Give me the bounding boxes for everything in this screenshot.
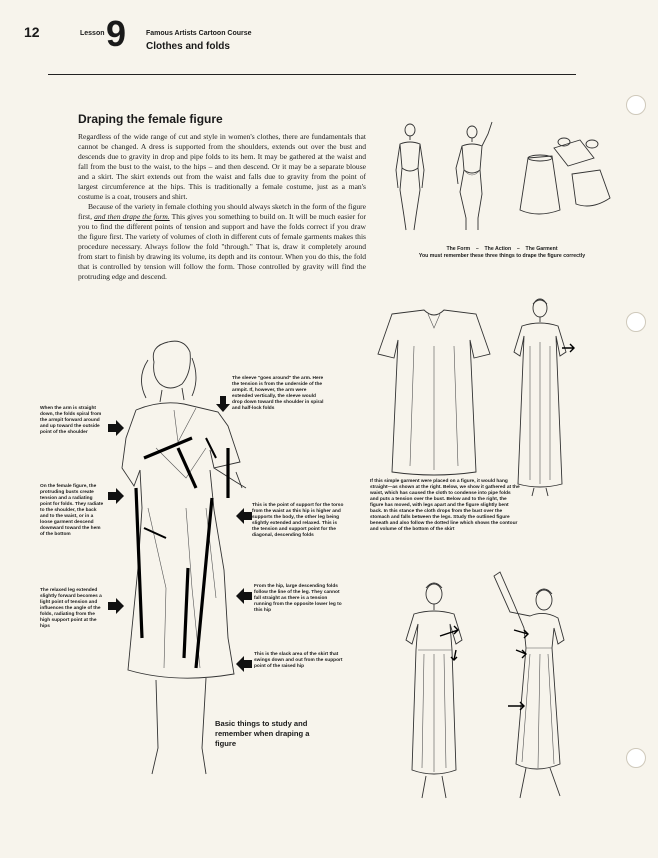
flat-garment-illustration (378, 306, 498, 478)
section-heading: Draping the female figure (78, 112, 223, 126)
form-action-garment-illustration (380, 118, 640, 250)
basic-things-caption: Basic things to study and remember when draping a figure (215, 719, 310, 748)
paragraph-2: Because of the variety in female clothing you should always sketch in the form of the figure first, and then drape the form. This gives you something to build on. It will be much easier for you to find the different points of tension and support and have the folds correct if you draw the figure first. The variety of volumes of cloth in different cuts of female garments makes this procedure necessary. Always follow the fold "through." That is, draw it completely around from start to finish by drawing its volume, its depth and its contour. When you do this, the fold that is controlled by tension will follow the form. Those controlled by gravity will find the protruding edge and descend. (78, 202, 366, 281)
moving-figure-in-dress (490, 568, 572, 808)
gathered-dress-figure (396, 580, 472, 806)
page-number: 12 (24, 24, 40, 40)
course-title: Famous Artists Cartoon Course (146, 30, 252, 37)
lesson-subtitle: Clothes and folds (146, 41, 230, 52)
right-arrows (210, 396, 254, 686)
left-arrows (106, 418, 126, 618)
note-support: This is the point of support for the torso from the waist as this hip is higher and supports the body, the other leg being slightly extended and relaxed. This is the tension and support point for the diagonal, descending folds (252, 503, 344, 538)
top-caption-line1: The Form – The Action – The Garment (446, 246, 558, 252)
body-text (78, 132, 366, 282)
garment-pieces (520, 138, 610, 214)
note-hip: From the hip, large descending folds follow the line of the leg. They cannot fall straight as there is a tension running from the opposite lower leg to this hip (254, 584, 342, 613)
binder-hole-middle (626, 312, 646, 332)
action-figure (456, 122, 492, 230)
binder-hole-bottom (626, 748, 646, 768)
lesson-label: Lesson (80, 30, 105, 37)
note-arm-down: When the arm is straight down, the folds spiral from the armpit forward around and up toward the outside point of the shoulder (40, 406, 102, 435)
binder-hole-top (626, 95, 646, 115)
lesson-number: 9 (106, 13, 127, 54)
note-leg: The relaxed leg extended slightly forward becomes a light point of tension and influences the angle of the folds, radiating from the high support point at the hips (40, 588, 102, 629)
note-sleeve: The sleeve "goes around" the arm. Here the tension is from the underside of the armpit. If, however, the arm were extended vertically, the sleeve would drop down toward the shoulder in spiral and half-lock folds (232, 376, 324, 411)
header-rule (48, 74, 576, 75)
hanging-dress-figure (500, 296, 580, 500)
emphasis: and then drape the form. (94, 212, 170, 221)
note-slack: This is the slack area of the skirt that swings down and out from the support point of the raised hip (254, 652, 343, 669)
top-caption-line2: You must remember these three things to drape the figure correctly (418, 253, 586, 259)
paragraph-1: Regardless of the wide range of cut and style in women's clothes, there are fundamentals that cannot be changed. A dress is supported from the shoulders, extends out over the bust and descends due to gravity in drop and pipe folds to its hem. It may be gathered at the waist and fall from the bust to the waist, to the hips – and then descend. Or it may be a separate blouse and a skirt. The skirt extends out from the waist and falls due to gravity from the point of largest circumference at the hips. This is traditionally a female costume, just as a man's costume is a coat, trousers and shirt. (78, 132, 366, 201)
note-busts: On the female figure, the protruding busts create tension and a radiating point for folds. They radiate to the shoulder, the back and to the waist, or in a loose garment descend downward toward the hem of the bottom (40, 484, 104, 537)
note-garment: If this simple garment were placed on a figure, it would hang straight—as shown at the right. Below, we show it gathered at the waist, which has caused the cloth to condense into pipe folds and puts a tension over the bust. Below and to the right, the figure has moved, with legs apart and the figure slightly bent back. In this stance the cloth drops from the bust over the stomach and falls between the legs. Study the outlined figure beneath and also follow the dotted line which shows the contour and volume of the bottom of the skirt (370, 479, 520, 532)
form-figure (396, 124, 424, 230)
